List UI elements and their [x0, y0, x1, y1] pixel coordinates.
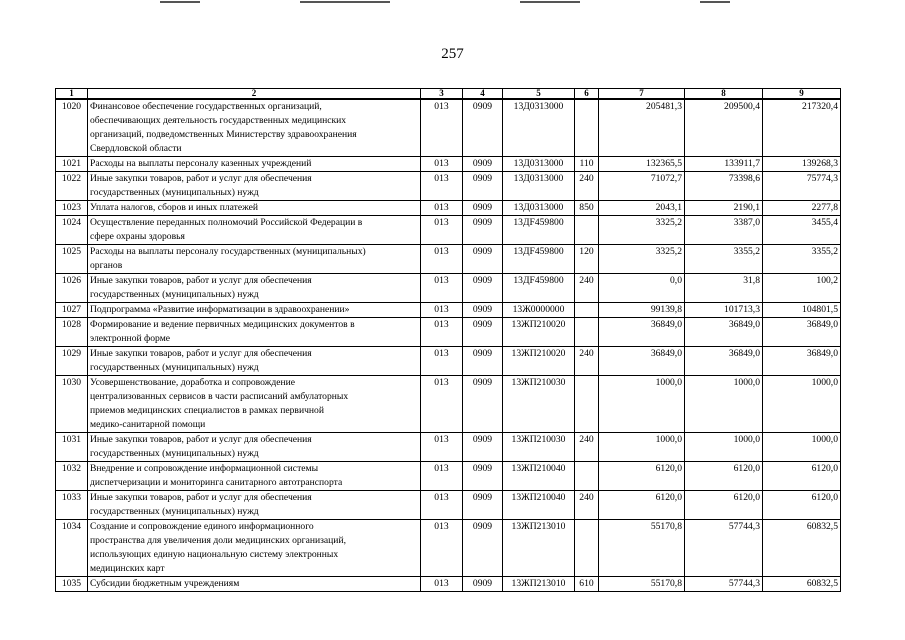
description-line: Иные закупки товаров, работ и услуг для обеспечения [90, 275, 312, 286]
section-code: 0909 [463, 520, 503, 577]
scan-top-edge [0, 0, 905, 4]
description-line: Формирование и ведение первичных медицинских документов в [90, 319, 355, 330]
table-row [56, 577, 841, 592]
description-line: Подпрограмма «Развитие информатизации в здравоохранении» [90, 304, 350, 315]
amount-year-3: 36849,0 [763, 318, 841, 347]
section-code: 0909 [463, 347, 503, 376]
description-line: Иные закупки товаров, работ и услуг для обеспечения [90, 348, 312, 359]
row-number: 1031 [56, 433, 88, 462]
ministry-code: 013 [421, 433, 463, 462]
description-line: органов [90, 260, 123, 271]
expense-type-code: 110 [575, 157, 599, 172]
amount-year-1: 3325,2 [599, 245, 685, 274]
amount-year-2: 209500,4 [685, 99, 763, 157]
amount-year-2: 6120,0 [685, 491, 763, 520]
description-line: электронной форме [90, 333, 171, 344]
target-article-code: 13Д0313000 [503, 99, 575, 157]
col-header: 8 [685, 89, 763, 100]
amount-year-3: 217320,4 [763, 99, 841, 157]
ministry-code: 013 [421, 318, 463, 347]
target-article-code: 13ЖП213010 [503, 577, 575, 592]
table-row [56, 491, 841, 520]
target-article-code: 13ДF459800 [503, 245, 575, 274]
target-article-code: 13Ж0000000 [503, 303, 575, 318]
amount-year-2: 57744,3 [685, 520, 763, 577]
amount-year-2: 3355,2 [685, 245, 763, 274]
description-line: государственных (муниципальных) нужд [90, 362, 259, 373]
row-description [88, 216, 421, 245]
expense-type-code [575, 99, 599, 157]
amount-year-1: 3325,2 [599, 216, 685, 245]
section-code: 0909 [463, 376, 503, 433]
row-number: 1021 [56, 157, 88, 172]
amount-year-1: 71072,7 [599, 172, 685, 201]
ministry-code: 013 [421, 347, 463, 376]
description-line: Внедрение и сопровождение информационной системы [90, 463, 319, 474]
col-header: 2 [88, 89, 421, 100]
amount-year-2: 36849,0 [685, 318, 763, 347]
expense-type-code [575, 462, 599, 491]
section-code: 0909 [463, 274, 503, 303]
row-number: 1022 [56, 172, 88, 201]
row-number: 1029 [56, 347, 88, 376]
target-article-code: 13Д0313000 [503, 157, 575, 172]
expense-type-code [575, 303, 599, 318]
amount-year-2: 2190,1 [685, 201, 763, 216]
description-line: Расходы на выплаты персоналу казенных учреждений [90, 158, 312, 169]
expense-type-code [575, 216, 599, 245]
expense-type-code: 850 [575, 201, 599, 216]
amount-year-1: 6120,0 [599, 462, 685, 491]
amount-year-3: 1000,0 [763, 376, 841, 433]
section-code: 0909 [463, 303, 503, 318]
row-number: 1027 [56, 303, 88, 318]
section-code: 0909 [463, 157, 503, 172]
amount-year-3: 139268,3 [763, 157, 841, 172]
description-line: Расходы на выплаты персоналу государственных (муниципальных) [90, 246, 366, 257]
amount-year-1: 36849,0 [599, 347, 685, 376]
target-article-code: 13ЖП210020 [503, 347, 575, 376]
ministry-code: 013 [421, 99, 463, 157]
amount-year-2: 133911,7 [685, 157, 763, 172]
amount-year-1: 55170,8 [599, 577, 685, 592]
amount-year-2: 1000,0 [685, 433, 763, 462]
description-line: медицинских карт [90, 563, 165, 574]
section-code: 0909 [463, 462, 503, 491]
col-header: 7 [599, 89, 685, 100]
ministry-code: 013 [421, 520, 463, 577]
table-header-row [56, 89, 841, 100]
target-article-code: 13ДF459800 [503, 274, 575, 303]
row-description [88, 201, 421, 216]
expense-type-code: 240 [575, 172, 599, 201]
description-line: медико-санитарной помощи [90, 419, 206, 430]
description-line: Свердловской области [90, 143, 182, 154]
row-number: 1028 [56, 318, 88, 347]
description-line: государственных (муниципальных) нужд [90, 448, 259, 459]
amount-year-3: 36849,0 [763, 347, 841, 376]
expense-type-code: 240 [575, 274, 599, 303]
description-line: Осуществление переданных полномочий Российской Федерации в [90, 217, 363, 228]
section-code: 0909 [463, 99, 503, 157]
expense-type-code: 240 [575, 491, 599, 520]
target-article-code: 13ЖП210030 [503, 433, 575, 462]
amount-year-1: 99139,8 [599, 303, 685, 318]
row-number: 1030 [56, 376, 88, 433]
row-description [88, 99, 421, 157]
description-line: Уплата налогов, сборов и иных платежей [90, 202, 259, 213]
ministry-code: 013 [421, 303, 463, 318]
amount-year-3: 75774,3 [763, 172, 841, 201]
expense-type-code [575, 376, 599, 433]
row-number: 1035 [56, 577, 88, 592]
description-line: Субсидии бюджетным учреждениям [90, 578, 240, 589]
amount-year-2: 57744,3 [685, 577, 763, 592]
amount-year-2: 73398,6 [685, 172, 763, 201]
ministry-code: 013 [421, 376, 463, 433]
row-description [88, 318, 421, 347]
section-code: 0909 [463, 433, 503, 462]
table-row [56, 274, 841, 303]
ministry-code: 013 [421, 462, 463, 491]
amount-year-1: 205481,3 [599, 99, 685, 157]
amount-year-3: 3455,4 [763, 216, 841, 245]
expense-type-code [575, 520, 599, 577]
amount-year-1: 55170,8 [599, 520, 685, 577]
description-line: Иные закупки товаров, работ и услуг для обеспечения [90, 434, 312, 445]
amount-year-1: 36849,0 [599, 318, 685, 347]
col-header: 6 [575, 89, 599, 100]
section-code: 0909 [463, 216, 503, 245]
ministry-code: 013 [421, 216, 463, 245]
target-article-code: 13ЖП210040 [503, 491, 575, 520]
section-code: 0909 [463, 172, 503, 201]
row-description [88, 520, 421, 577]
ministry-code: 013 [421, 577, 463, 592]
ministry-code: 013 [421, 491, 463, 520]
row-description [88, 577, 421, 592]
table-row [56, 318, 841, 347]
target-article-code: 13Д0313000 [503, 201, 575, 216]
section-code: 0909 [463, 318, 503, 347]
row-number: 1024 [56, 216, 88, 245]
row-number: 1025 [56, 245, 88, 274]
row-description [88, 303, 421, 318]
row-description [88, 491, 421, 520]
target-article-code: 13ЖП213010 [503, 520, 575, 577]
target-article-code: 13ЖП210040 [503, 462, 575, 491]
row-number: 1026 [56, 274, 88, 303]
amount-year-1: 132365,5 [599, 157, 685, 172]
row-description [88, 245, 421, 274]
ministry-code: 013 [421, 245, 463, 274]
row-number: 1033 [56, 491, 88, 520]
table-row [56, 99, 841, 157]
description-line: сфере охраны здоровья [90, 231, 185, 242]
section-code: 0909 [463, 577, 503, 592]
section-code: 0909 [463, 245, 503, 274]
amount-year-1: 6120,0 [599, 491, 685, 520]
col-header: 9 [763, 89, 841, 100]
amount-year-2: 6120,0 [685, 462, 763, 491]
ministry-code: 013 [421, 201, 463, 216]
row-description [88, 376, 421, 433]
expense-type-code: 240 [575, 347, 599, 376]
description-line: обеспечивающих деятельность государственных медицинских [90, 115, 347, 126]
row-number: 1032 [56, 462, 88, 491]
row-number: 1034 [56, 520, 88, 577]
description-line: приемов медицинских специалистов в рамках первичной [90, 405, 324, 416]
amount-year-2: 1000,0 [685, 376, 763, 433]
table-row [56, 201, 841, 216]
table-row [56, 216, 841, 245]
description-line: пространства для увеличения доли медицинских организаций, [90, 535, 346, 546]
section-code: 0909 [463, 491, 503, 520]
row-number: 1023 [56, 201, 88, 216]
description-line: организаций, подведомственных Министерству здравоохранения [90, 129, 357, 140]
expense-type-code: 120 [575, 245, 599, 274]
description-line: использующих единую национальную систему электронных [90, 549, 339, 560]
row-number: 1020 [56, 99, 88, 157]
section-code: 0909 [463, 201, 503, 216]
description-line: Усовершенствование, доработка и сопровождение [90, 377, 295, 388]
description-line: Создание и сопровождение единого информационного [90, 521, 314, 532]
row-description [88, 172, 421, 201]
expense-type-code [575, 318, 599, 347]
amount-year-3: 104801,5 [763, 303, 841, 318]
amount-year-3: 60832,5 [763, 577, 841, 592]
amount-year-1: 1000,0 [599, 433, 685, 462]
description-line: Иные закупки товаров, работ и услуг для обеспечения [90, 492, 312, 503]
description-line: Иные закупки товаров, работ и услуг для обеспечения [90, 173, 312, 184]
ministry-code: 013 [421, 157, 463, 172]
amount-year-3: 3355,2 [763, 245, 841, 274]
table-row [56, 520, 841, 577]
amount-year-1: 2043,1 [599, 201, 685, 216]
amount-year-2: 101713,3 [685, 303, 763, 318]
page-number: 257 [441, 46, 464, 62]
amount-year-1: 1000,0 [599, 376, 685, 433]
table-row [56, 462, 841, 491]
target-article-code: 13ЖП210030 [503, 376, 575, 433]
table-row [56, 433, 841, 462]
amount-year-3: 100,2 [763, 274, 841, 303]
expense-type-code: 240 [575, 433, 599, 462]
col-header: 4 [463, 89, 503, 100]
col-header: 5 [503, 89, 575, 100]
amount-year-2: 31,8 [685, 274, 763, 303]
ministry-code: 013 [421, 274, 463, 303]
amount-year-3: 60832,5 [763, 520, 841, 577]
target-article-code: 13ДF459800 [503, 216, 575, 245]
row-description [88, 347, 421, 376]
target-article-code: 13Д0313000 [503, 172, 575, 201]
table-row [56, 157, 841, 172]
budget-table [55, 88, 841, 592]
description-line: диспетчеризации и мониторинга санитарного автотранспорта [90, 477, 343, 488]
amount-year-1: 0,0 [599, 274, 685, 303]
amount-year-3: 6120,0 [763, 491, 841, 520]
row-description [88, 433, 421, 462]
row-description [88, 157, 421, 172]
row-description [88, 274, 421, 303]
description-line: государственных (муниципальных) нужд [90, 289, 259, 300]
description-line: централизованных сервисов в части расписаний амбулаторных [90, 391, 349, 402]
description-line: Финансовое обеспечение государственных организаций, [90, 101, 322, 112]
description-line: государственных (муниципальных) нужд [90, 506, 259, 517]
amount-year-2: 3387,0 [685, 216, 763, 245]
amount-year-3: 2277,8 [763, 201, 841, 216]
table-row [56, 172, 841, 201]
target-article-code: 13ЖП210020 [503, 318, 575, 347]
table-row [56, 303, 841, 318]
ministry-code: 013 [421, 172, 463, 201]
table-row [56, 245, 841, 274]
table-row [56, 347, 841, 376]
amount-year-3: 6120,0 [763, 462, 841, 491]
amount-year-2: 36849,0 [685, 347, 763, 376]
col-header: 1 [56, 89, 88, 100]
row-description [88, 462, 421, 491]
expense-type-code: 610 [575, 577, 599, 592]
col-header: 3 [421, 89, 463, 100]
description-line: государственных (муниципальных) нужд [90, 187, 259, 198]
table-row [56, 376, 841, 433]
amount-year-3: 1000,0 [763, 433, 841, 462]
